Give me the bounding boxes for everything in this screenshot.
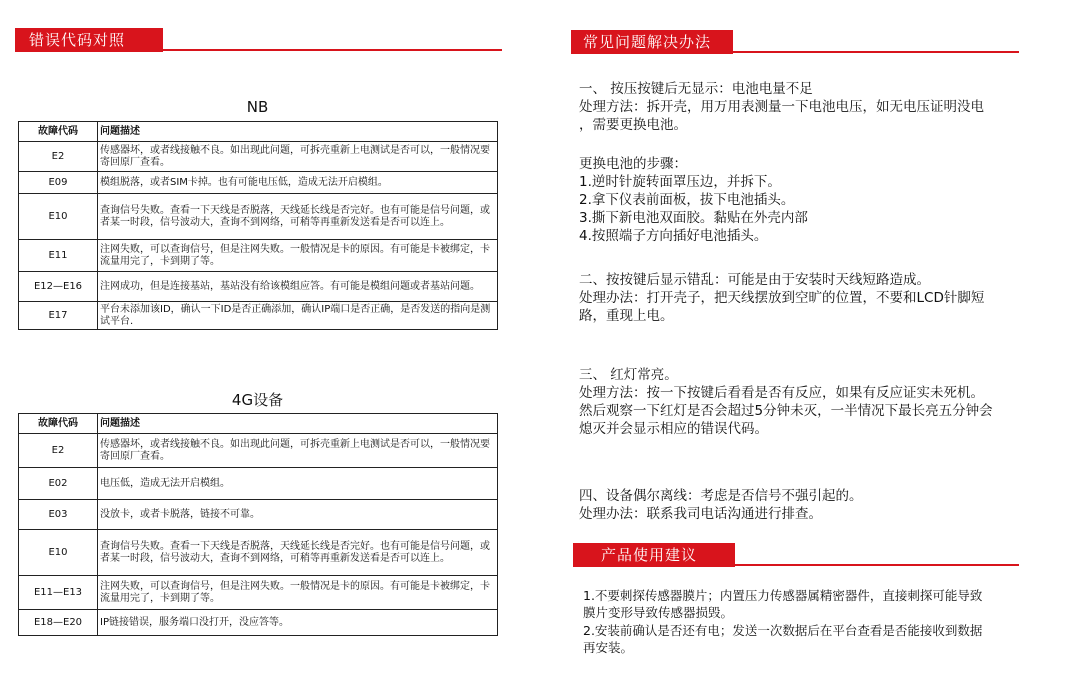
nb-table-title: NB (246, 98, 269, 116)
error-code-section-header (15, 28, 502, 52)
header-code: 故障代码 (19, 414, 98, 434)
usage-line-2: 膜片变形导致传感器损毁。 (583, 605, 734, 620)
usage-line-1: 1.不要刺探传感器膜片；内置压力传感器属精密器件，直接刺探可能导致 (583, 588, 983, 603)
faq-section-header (571, 30, 1019, 54)
header-desc: 问题描述 (98, 122, 498, 142)
faq-1-line-2: 处理方法：拆开壳，用万用表测量一下电池电压，如无电压证明没电 (579, 99, 984, 115)
error-code: E2 (19, 434, 98, 468)
4g-error-table (18, 413, 498, 636)
table-row (19, 272, 498, 302)
error-desc: IP链接错误，服务端口没打开，没应答等。 (98, 610, 498, 636)
table-row (19, 610, 498, 636)
table-row (19, 240, 498, 272)
error-desc: 平台未添加该ID，确认一下ID是否正确添加，确认IP端口是否正确，是否发送的指向是测试平台. (98, 302, 498, 330)
error-code: E2 (19, 142, 98, 172)
error-desc: 没放卡，或者卡脱落，链接不可靠。 (98, 500, 498, 530)
table-row (19, 142, 498, 172)
faq-2-line-3: 路，重现上电。 (579, 308, 674, 324)
section-title: 常见问题解决办法 (571, 30, 733, 54)
section-title: 产品使用建议 (573, 543, 735, 567)
table-row (19, 172, 498, 194)
error-code: E17 (19, 302, 98, 330)
table-header-row (19, 414, 498, 434)
table-header-row (19, 122, 498, 142)
error-code: E10 (19, 530, 98, 576)
table-row (19, 434, 498, 468)
error-code: E11—E13 (19, 576, 98, 610)
faq-1-line-1: 一、 按压按键后无显示：电池电量不足 (579, 81, 813, 97)
section-title: 错误代码对照 (15, 28, 163, 52)
table-row (19, 302, 498, 330)
header-code: 故障代码 (19, 122, 98, 142)
faq-2-line-1: 二、按按键后显示错乱：可能是由于安装时天线短路造成。 (579, 272, 930, 288)
header-desc: 问题描述 (98, 414, 498, 434)
error-desc: 查询信号失败。查看一下天线是否脱落，天线延长线是否完好。也有可能是信号问题，或者某一时段，信号波动大，查询不到网络，可稍等再重新发送看是否可以连上。 (98, 194, 498, 240)
error-code: E09 (19, 172, 98, 194)
error-desc: 注网成功，但是连接基站，基站没有给该模组应答。有可能是模组问题或者基站问题。 (98, 272, 498, 302)
error-code: E18—E20 (19, 610, 98, 636)
usage-line-3: 2.安装前确认是否还有电；发送一次数据后在平台查看是否能接收到数据 (583, 623, 983, 638)
faq-3-line-2: 处理方法：按一下按键后看看是否有反应，如果有反应证实未死机。 (579, 385, 984, 401)
error-desc: 传感器坏，或者线接触不良。如出现此问题，可拆壳重新上电测试是否可以，一般情况要寄回原厂查看。 (98, 142, 498, 172)
error-desc: 注网失败，可以查询信号，但是注网失败。一般情况是卡的原因。有可能是卡被绑定，卡流量用完了，卡到期了等。 (98, 240, 498, 272)
error-code: E12—E16 (19, 272, 98, 302)
battery-step-2: 2.拿下仪表前面板，拔下电池插头。 (579, 192, 795, 208)
battery-steps-title: 更换电池的步骤： (579, 156, 687, 172)
table-row (19, 468, 498, 500)
error-code: E11 (19, 240, 98, 272)
table-row (19, 194, 498, 240)
faq-4-line-2: 处理办法：联系我司电话沟通进行排查。 (579, 506, 822, 522)
faq-3-line-3: 然后观察一下红灯是否会超过5分钟未灭，一半情况下最长亮五分钟会 (579, 403, 993, 419)
faq-3-line-1: 三、 红灯常亮。 (579, 367, 678, 383)
error-desc: 传感器坏，或者线接触不良。如出现此问题，可拆壳重新上电测试是否可以，一般情况要寄回原厂查看。 (98, 434, 498, 468)
table-row (19, 530, 498, 576)
battery-step-4: 4.按照端子方向插好电池插头。 (579, 228, 768, 244)
battery-step-1: 1.逆时针旋转面罩压边，并拆下。 (579, 174, 781, 190)
error-desc: 注网失败，可以查询信号，但是注网失败。一般情况是卡的原因。有可能是卡被绑定，卡流量用完了，卡到期了等。 (98, 576, 498, 610)
faq-1-line-3: ，需要更换电池。 (579, 117, 687, 133)
4g-table-title: 4G设备 (231, 391, 284, 409)
error-code: E03 (19, 500, 98, 530)
battery-step-3: 3.撕下新电池双面胶。黏贴在外壳内部 (579, 210, 808, 226)
error-code: E10 (19, 194, 98, 240)
error-desc: 电压低，造成无法开启模组。 (98, 468, 498, 500)
table-row (19, 500, 498, 530)
error-code: E02 (19, 468, 98, 500)
error-desc: 查询信号失败。查看一下天线是否脱落，天线延长线是否完好。也有可能是信号问题，或者某一时段，信号波动大，查询不到网络，可稍等再重新发送看是否可以连上。 (98, 530, 498, 576)
faq-4-line-1: 四、设备偶尔离线：考虑是否信号不强引起的。 (579, 488, 863, 504)
nb-error-table (18, 121, 498, 330)
table-row (19, 576, 498, 610)
usage-section-header (573, 543, 1019, 567)
faq-2-line-2: 处理办法：打开壳子，把天线摆放到空旷的位置，不要和LCD针脚短 (579, 290, 985, 306)
usage-line-4: 再安装。 (583, 640, 634, 655)
error-desc: 模组脱落，或者SIM卡掉。也有可能电压低，造成无法开启模组。 (98, 172, 498, 194)
faq-3-line-4: 熄灭并会显示相应的错误代码。 (579, 421, 768, 437)
